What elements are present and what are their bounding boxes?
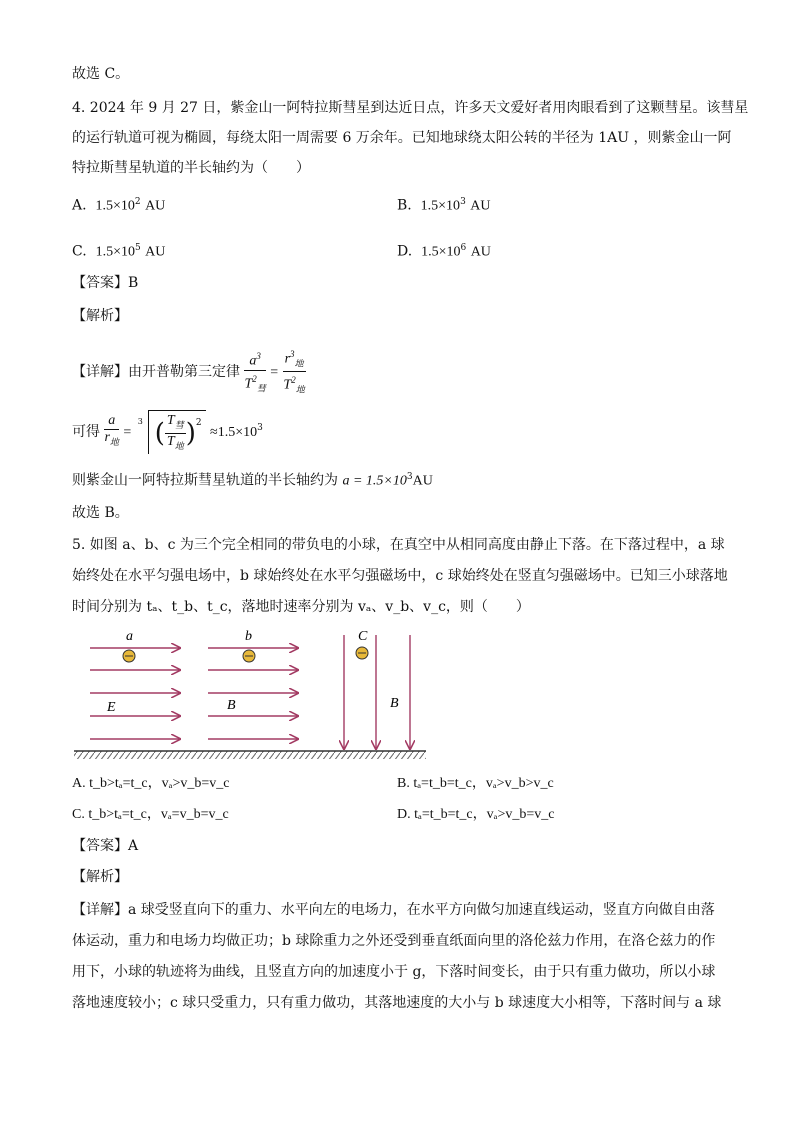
q4-option-c: C. $1.5\times 10^5$ AU xyxy=(72,243,166,260)
q4-detail-kepler: 【详解】由开普勒第三定律 $\frac{a^3}{T^2_彗}$ = $\frac{r^3_地}{T^2_地}$ xyxy=(72,346,306,398)
q5-option-d: D. tₐ=t_b=t_c，vₐ>v_b=v_c xyxy=(397,807,555,822)
q5-option-c: C. t_b>tₐ=t_c，vₐ=v_b=v_c xyxy=(72,807,229,822)
q5-option-a: A. t_b>tₐ=t_c，vₐ>v_b=v_c xyxy=(72,776,230,791)
label-B-horizontal: B xyxy=(227,698,236,713)
label-b: b xyxy=(245,629,252,644)
kepler-fraction-left: $\frac{a^3}{T^2_彗}$ xyxy=(244,348,265,396)
q5-figure xyxy=(70,625,430,765)
q4-option-a: A. $1.5\times 10^2$ AU xyxy=(72,197,166,214)
q4-option-d: D. $1.5\times 10^6$ AU xyxy=(397,243,491,260)
electric-field-arrows xyxy=(90,648,180,739)
ball-a-icon xyxy=(123,650,135,662)
q4-stem-line2: 的运行轨道可视为椭圆，每绕太阳一周需要 6 万余年。已知地球绕太阳公转的半径为 1AU ，则紫金山一阿 xyxy=(72,130,732,146)
q5-detail-line1: 【详解】a 球受竖直向下的重力、水平向左的电场力，在水平方向做匀加速直线运动，竖直方向做自由落 xyxy=(72,902,715,918)
label-c: C xyxy=(358,629,368,644)
q5-answer: 【答案】A xyxy=(72,838,139,854)
q4-analysis-tag: 【解析】 xyxy=(72,308,128,324)
q4-derivation: 可得 $\frac{a}{r_地}$ = 3 ( $\frac{T_彗}{T_地}$ )$^2 \approx 1.5\times 10^3$ xyxy=(72,410,263,454)
q4-stem-line1: 4. 2024 年 9 月 27 日，紫金山一阿特拉斯彗星到达近日点，许多天文爱好者用肉眼看到了这颗彗星。该彗星 xyxy=(72,100,749,116)
cube-root-expression: 3 ( $\frac{T_彗}{T_地}$ )$^2$ xyxy=(136,410,206,454)
q5-analysis-tag: 【解析】 xyxy=(72,869,128,885)
kepler-fraction-right: $\frac{r^3_地}{T^2_地}$ xyxy=(283,346,306,398)
q5-stem-line1: 5. 如图 a、b、c 为三个完全相同的带负电的小球，在真空中从相同高度由静止下落。在下落过程中，a 球 xyxy=(72,537,725,553)
q4-option-b: B. $1.5\times 10^3$ AU xyxy=(397,197,491,214)
ball-c-icon xyxy=(356,647,368,659)
q5-detail-line4: 落地速度较小；c 球只受重力，只有重力做功，其落地速度的大小与 b 球速度大小相等，下落时间与 a 球 xyxy=(72,995,722,1011)
q4-conclusion: 则紫金山一阿特拉斯彗星轨道的半长轴约为 $a = 1.5\times 10^3AU$ xyxy=(72,472,433,489)
label-a: a xyxy=(126,629,133,644)
label-E: E xyxy=(107,700,116,715)
ratio-fraction: $\frac{a}{r_地}$ xyxy=(104,413,119,448)
q4-answer: 【答案】B xyxy=(72,275,139,291)
q3-conclusion: 故选 C。 xyxy=(72,66,130,82)
q5-stem-line3: 时间分别为 tₐ、t_b、t_c，落地时速率分别为 vₐ、v_b、v_c，则（ ） xyxy=(72,599,530,615)
q5-detail-line3: 用下，小球的轨迹将为曲线，且竖直方向的加速度小于 g，下落时间变长，由于只有重力做功，所以小球 xyxy=(72,964,716,980)
q4-stem-line3: 特拉斯彗星轨道的半长轴约为（ ） xyxy=(72,160,310,176)
ball-b-icon xyxy=(243,650,255,662)
q4-final: 故选 B。 xyxy=(72,505,129,521)
q5-option-b: B. tₐ=t_b=t_c，vₐ>v_b>v_c xyxy=(397,776,554,791)
q5-detail-line2: 体运动，重力和电场力均做正功；b 球除重力之外还受到垂直纸面向里的洛伦兹力作用，在洛仑兹力的作 xyxy=(72,933,716,949)
q5-stem-line2: 始终处在水平匀强电场中，b 球始终处在水平匀强磁场中，c 球始终处在竖直匀强磁场中。已知三小球落地 xyxy=(72,568,728,584)
horizontal-magnetic-field-arrows xyxy=(208,648,298,739)
ground xyxy=(74,751,426,759)
label-B-vertical: B xyxy=(390,696,399,711)
vertical-magnetic-field-arrows xyxy=(344,635,410,749)
